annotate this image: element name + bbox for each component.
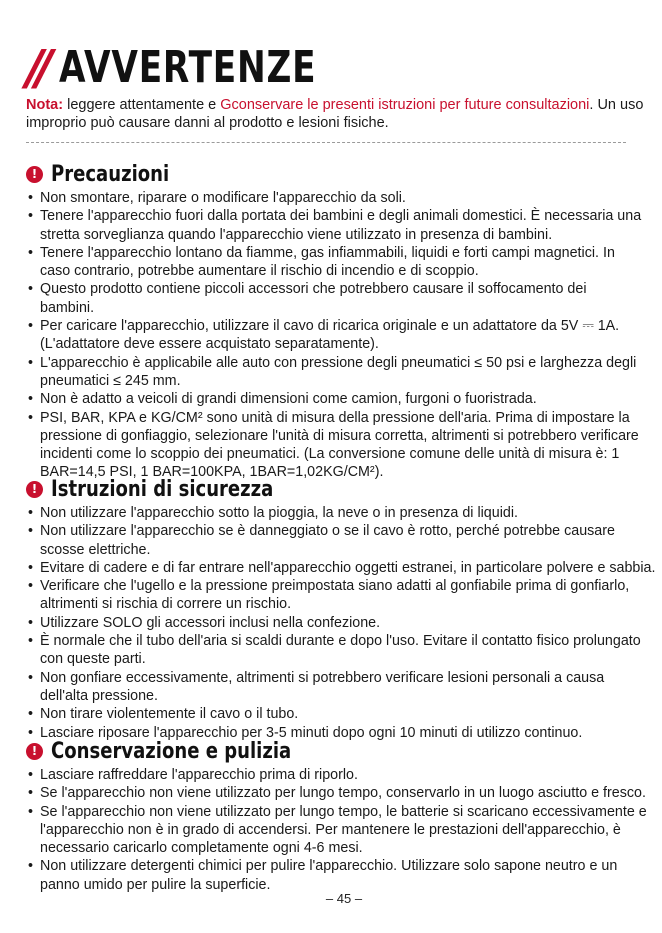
list-item: • Non utilizzare l'apparecchio sotto la pioggia, la neve o in presenza di liquidi. <box>26 504 662 522</box>
list-item: • Per caricare l'apparecchio, utilizzare il cavo di ricarica originale e un adattatore da 5V ⎓ 1A. (L'adattatore deve essere acquistato separatamente). <box>26 317 662 354</box>
list-item: • Non utilizzare detergenti chimici per pulire l'apparecchio. Utilizzare solo sapone neutro e un panno umido per pulire la superficie. <box>26 857 662 894</box>
section-conservazione-pulizia <box>26 736 662 894</box>
section-header <box>26 736 662 766</box>
list-item: • Questo prodotto contiene piccoli accessori che potrebbero causare il soffocamento dei bambini. <box>26 280 662 317</box>
alert-icon: ! <box>26 166 43 183</box>
list-item: • Non smontare, riparare o modificare l'apparecchio da soli. <box>26 189 662 207</box>
page-header <box>26 40 389 96</box>
section-title: Precauzioni <box>51 161 170 187</box>
list-item: • È normale che il tubo dell'aria si scaldi durante e dopo l'uso. Evitare il contatto fisico prolungato con queste parti. <box>26 632 662 669</box>
list-item: • Se l'apparecchio non viene utilizzato per lungo tempo, le batterie si scaricano eccessivamente e l'apparecchio non è in grado di accendersi. Per mantenere le prestazioni dell'apparecchio, è necessario caricarlo completamente ogni 4-6 mesi. <box>26 803 662 858</box>
list-item: • Non è adatto a veicoli di grandi dimensioni come camion, furgoni o fuoristrada. <box>26 390 662 408</box>
dashed-divider <box>26 142 626 143</box>
list-item: • Non utilizzare l'apparecchio se è danneggiato o se il cavo è rotto, perché potrebbe causare scosse elettriche. <box>26 522 662 559</box>
section-list <box>26 504 662 742</box>
page-number: – 45 – <box>325 891 363 906</box>
section-precauzioni <box>26 159 662 482</box>
list-item: • PSI, BAR, KPA e KG/CM² sono unità di misura della pressione dell'aria. Prima di impostare la pressione di gonfiaggio, selezionare l'unità di misura corretta, altrimenti si potrebbero verificare incidenti come lo scoppio dei pneumatici. (La conversione comune delle unità di misura è: 1 BAR=14,5 PSI, 1 BAR=100KPA, 1BAR=1,02KG/CM²). <box>26 409 662 482</box>
section-title: Conservazione e pulizia <box>51 738 292 764</box>
list-item: • Lasciare raffreddare l'apparecchio prima di riporlo. <box>26 766 662 784</box>
list-item: • Tenere l'apparecchio lontano da fiamme, gas infiammabili, liquidi e forti campi magnetici. In caso contrario, potrebbe aumentare il rischio di incendio e di scoppio. <box>26 244 662 281</box>
list-item: • Utilizzare SOLO gli accessori inclusi nella confezione. <box>26 614 662 632</box>
section-istruzioni-sicurezza <box>26 474 662 742</box>
page-title: AVVERTENZE <box>59 42 317 93</box>
list-item: • L'apparecchio è applicabile alle auto con pressione degli pneumatici ≤ 50 psi e larghezza degli pneumatici ≤ 245 mm. <box>26 354 662 391</box>
section-header <box>26 159 662 189</box>
note-text-b: . Un uso improprio può causare danni al prodotto e lesioni fisiche. <box>26 97 644 131</box>
section-list <box>26 189 662 482</box>
alert-icon: ! <box>26 481 43 498</box>
note-paragraph <box>26 96 656 132</box>
alert-icon: ! <box>26 743 43 760</box>
list-item: • Non tirare violentemente il cavo o il tubo. <box>26 705 662 723</box>
note-label: Nota: <box>26 97 64 113</box>
list-item: • Verificare che l'ugello e la pressione preimpostata siano adatti al gonfiabile prima di gonfiarlo, altrimenti si rischia di correre un rischio. <box>26 577 662 614</box>
list-item: • Tenere l'apparecchio fuori dalla portata dei bambini e degli animali domestici. È necessaria una stretta sorveglianza quando l'apparecchio viene utilizzato in presenza di bambini. <box>26 207 662 244</box>
note-text-a: leggere attentamente e <box>63 97 221 113</box>
list-item: • Evitare di cadere e di far entrare nell'apparecchio oggetti estranei, in particolare polvere e sabbia. <box>26 559 662 577</box>
section-title: Istruzioni di sicurezza <box>51 476 274 502</box>
section-header <box>26 474 662 504</box>
section-list <box>26 766 662 894</box>
list-item: • Non gonfiare eccessivamente, altrimenti si potrebbero verificare lesioni personali a causa dell'alta pressione. <box>26 669 662 706</box>
list-item: • Se l'apparecchio non viene utilizzato per lungo tempo, conservarlo in un luogo asciutto e fresco. <box>26 784 662 802</box>
list-item: • Lasciare riposare l'apparecchio per 3-5 minuti dopo ogni 10 minuti di utilizzo continuo. <box>26 724 662 742</box>
note-highlight: Gconservare le presenti istruzioni per future consultazioni <box>220 97 590 113</box>
title-slashes-decoration: // <box>26 40 46 96</box>
